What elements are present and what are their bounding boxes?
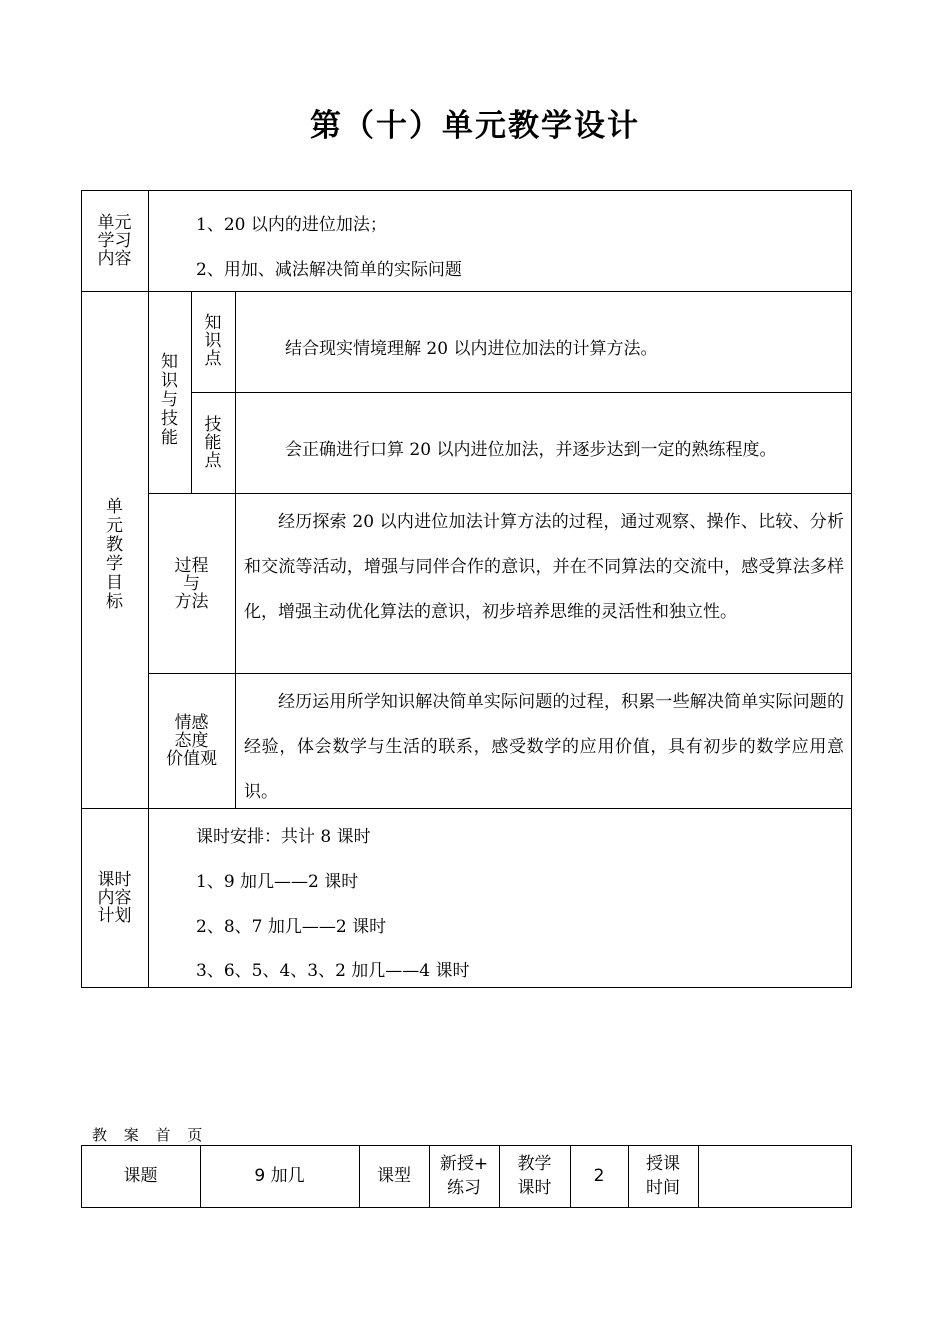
lesson-plan-item: 1、9 加几——2 课时: [196, 872, 359, 892]
type-label: 课型: [377, 1166, 411, 1186]
cover-heading: 教 案 首 页: [92, 1126, 209, 1144]
knowledge-point-text: 结合现实情境理解 20 以内进位加法的计算方法。: [285, 339, 658, 359]
lesson-plan-label: 课时 内容 计划: [97, 870, 132, 926]
skill-point-label: 技 能 点: [204, 415, 222, 471]
hours-value: 2: [593, 1166, 605, 1186]
emotion-values-label: 情感 态度 价值观: [166, 713, 217, 769]
emotion-values-text: 经历运用所学知识解决简单实际问题的过程，积累一些解决简单实际问题的经验，体会数学与生活的联系，感受数学的应用价值，具有初步的数学应用意识。: [244, 692, 844, 802]
unit-content-item: 2、用加、减法解决简单的实际问题: [196, 260, 462, 280]
unit-goals-label: 单 元 教 学 目 标: [106, 497, 123, 612]
knowledge-point-label: 知 识 点: [204, 313, 222, 369]
knowledge-skills-label: 知 识 与 技 能: [161, 352, 178, 448]
process-method-label: 过程 与 方法: [174, 556, 209, 612]
time-label: 授课 时间: [646, 1154, 680, 1198]
page-title: 第（十）单元教学设计: [310, 108, 640, 144]
lesson-plan-item: 课时安排：共计 8 课时: [196, 827, 371, 847]
process-method-text: 经历探索 20 以内进位加法计算方法的过程，通过观察、操作、比较、分析和交流等活动，增强与同伴合作的意识，并在不同算法的交流中，感受算法多样化，增强主动优化算法的意识，初步培养思维的灵活性和独立性。: [244, 512, 844, 622]
unit-content-label: 单元 学习 内容: [97, 213, 132, 269]
skill-point-text: 会正确进行口算 20 以内进位加法，并逐步达到一定的熟练程度。: [285, 440, 777, 460]
topic-value: 9 加几: [254, 1166, 305, 1186]
type-value: 新授+ 练习: [439, 1154, 489, 1198]
unit-content-item: 1、20 以内的进位加法；: [196, 215, 387, 235]
hours-label: 教学 课时: [517, 1154, 552, 1198]
lesson-plan-item: 2、8、7 加几——2 课时: [196, 917, 387, 937]
lesson-plan-item: 3、6、5、4、3、2 加几——4 课时: [196, 961, 470, 981]
topic-label: 课题: [123, 1166, 158, 1186]
